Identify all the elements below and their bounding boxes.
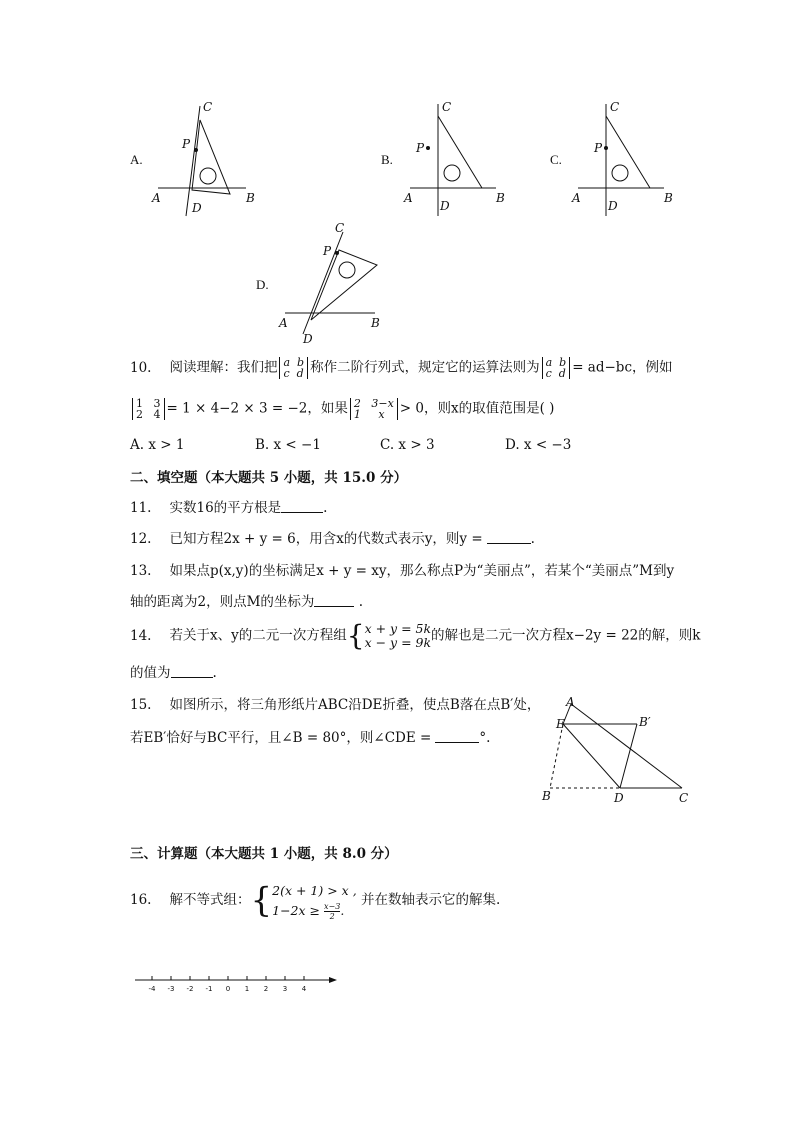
- point-a-label: A: [404, 191, 413, 205]
- option-a-label: A.: [130, 152, 143, 167]
- q15-figure: [536, 694, 696, 810]
- answer-blank[interactable]: [487, 531, 531, 544]
- point-d-label: D: [608, 199, 618, 213]
- option-d-label: D.: [256, 277, 269, 292]
- point-c-label: C: [610, 100, 620, 114]
- question-number: 12.: [130, 531, 152, 547]
- det-row: a b: [283, 356, 305, 369]
- q10-text-5: > 0，则x的取值范围是( ): [399, 400, 555, 417]
- q10-text-3: = ad−bc，例如: [572, 359, 673, 376]
- left-brace: {: [346, 619, 365, 652]
- q15-line-2: 若EB′恰好与BC平行，且∠B = 80°，则∠CDE = °.: [130, 730, 491, 746]
- answer-blank[interactable]: [314, 594, 354, 607]
- q11: 11. 实数16的平方根是 .: [130, 500, 328, 516]
- question-number: 11.: [130, 500, 152, 516]
- point-p-label: P: [323, 244, 332, 258]
- q10-text-4: = 1 × 4−2 × 3 = −2，如果: [166, 400, 348, 417]
- q12: 12. 已知方程2x + y = 6，用含x的代数式表示y，则y = .: [130, 531, 535, 547]
- q13-line-2: 轴的距离为2，则点M的坐标为 .: [130, 594, 364, 610]
- q10-option-b[interactable]: B. x < −1: [255, 437, 321, 453]
- tick-label: -1: [205, 985, 213, 993]
- equation-system: x + y = 5k x − y = 9k: [364, 621, 432, 650]
- point-d-label: D: [440, 199, 450, 213]
- point-d-label: D: [614, 791, 624, 805]
- point-d-label: D: [303, 332, 313, 346]
- point-a-label: A: [566, 695, 575, 709]
- point-c-label: C: [335, 221, 345, 235]
- point-b-label: B: [246, 191, 255, 205]
- point-b-prime-label: B′: [639, 715, 651, 729]
- q10-option-a[interactable]: A. x > 1: [130, 437, 185, 453]
- inequality-system: 2(x + 1) > x , 1−2x ≥ $\frac{x-3}{2}$ .: [272, 882, 357, 921]
- question-number: 13.: [130, 563, 152, 579]
- determinant: 1 3 2 4: [132, 398, 165, 420]
- point-d-label: D: [192, 201, 202, 215]
- point-a-label: A: [279, 316, 288, 330]
- q10-line-1: [130, 357, 673, 379]
- q10-option-d[interactable]: D. x < −3: [505, 437, 572, 453]
- point-e-label: E: [556, 717, 565, 731]
- option-b-figure: [400, 98, 520, 218]
- answer-blank[interactable]: [435, 730, 479, 743]
- option-a-figure: [148, 98, 268, 218]
- question-number: 15.: [130, 697, 152, 713]
- point-p-label: P: [594, 141, 603, 155]
- option-b-label: B.: [381, 152, 393, 167]
- point-b-label: B: [542, 789, 551, 803]
- tick-label: -2: [186, 985, 194, 993]
- tick-label: 1: [244, 985, 250, 993]
- tick-label: 3: [282, 985, 288, 993]
- point-a-label: A: [572, 191, 581, 205]
- point-p-label: P: [182, 137, 191, 151]
- question-number: 16.: [130, 892, 152, 908]
- answer-blank[interactable]: [171, 665, 213, 678]
- option-c-label: C.: [550, 152, 562, 167]
- tick-label: 0: [225, 985, 231, 993]
- det-row: c d: [283, 367, 304, 380]
- q15-line-1: 15. 如图所示，将三角形纸片ABC沿DE折叠，使点B落在点B′处，: [130, 697, 541, 713]
- tick-label: -4: [148, 985, 156, 993]
- tick-label: 2: [263, 985, 269, 993]
- point-c-label: C: [442, 100, 452, 114]
- point-b-label: B: [664, 191, 673, 205]
- determinant: 2 3−x 1 x: [350, 398, 398, 420]
- point-p-label: P: [416, 141, 425, 155]
- option-c-figure: [568, 98, 688, 218]
- point-b-label: B: [371, 316, 380, 330]
- q14-line-1: 14. 若关于x、y的二元一次方程组{ x + y = 5k x − y = 9k 的解也是二元一次方程x−2y = 22的解，则k: [130, 619, 701, 652]
- q10-options: [130, 436, 571, 454]
- q16: 16. 解不等式组：{ 2(x + 1) > x , 1−2x ≥ $\frac{x-3}{2}$ . 并在数轴表示它的解集.: [130, 880, 501, 921]
- q14-line-2: 的值为 .: [130, 665, 217, 681]
- determinant: [279, 357, 308, 379]
- determinant: a b c d: [542, 357, 571, 379]
- q10-line-2: [130, 398, 554, 420]
- point-a-label: A: [152, 191, 161, 205]
- option-d-figure: [275, 220, 405, 346]
- point-b-label: B: [496, 191, 505, 205]
- point-c-label: C: [203, 100, 213, 114]
- number-line: [130, 970, 345, 996]
- q10-text-2: 称作二阶行列式，规定它的运算法则为: [310, 359, 540, 376]
- q13-line-1: 13. 如果点p(x,y)的坐标满足x + y = xy，那么称点P为“美丽点”，若某个“美丽点”M到y: [130, 563, 675, 579]
- tick-label: 4: [301, 985, 307, 993]
- left-brace: {: [250, 880, 273, 921]
- answer-blank[interactable]: [281, 500, 323, 513]
- q10-option-c[interactable]: C. x > 3: [380, 437, 435, 453]
- question-number: 14.: [130, 627, 152, 644]
- question-number: 10.: [130, 359, 152, 376]
- section-heading: 三、计算题（本大题共 1 小题，共 8.0 分）: [130, 846, 398, 862]
- point-c-label: C: [679, 791, 689, 805]
- q10-text-1: 阅读理解：我们把: [169, 359, 278, 376]
- tick-label: -3: [167, 985, 175, 993]
- section-heading: 二、填空题（本大题共 5 小题，共 15.0 分）: [130, 470, 408, 486]
